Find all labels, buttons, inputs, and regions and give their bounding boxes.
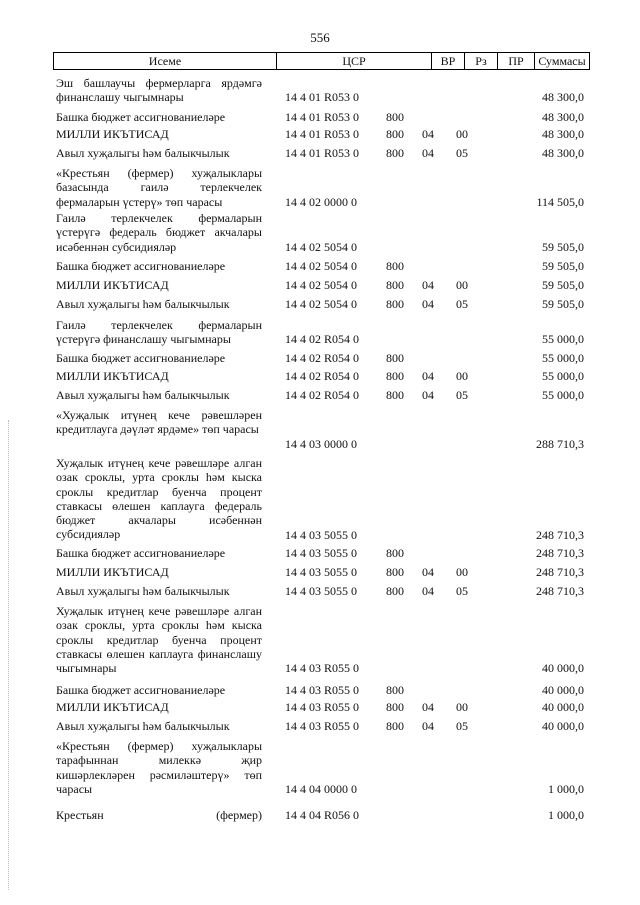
row-csr: 14 4 02 5054 0 — [285, 239, 357, 254]
row-rz: 04 — [422, 565, 434, 579]
row-vr: 800 — [386, 700, 404, 714]
row-vr: 800 — [386, 259, 404, 273]
row-name: Гаилә терлекчелек фермаларын үстерүгә федераль бюджет акчалары исәбеннән субсидияләр — [56, 211, 262, 254]
row-pr: 05 — [456, 584, 468, 598]
row-csr: 14 4 03 5055 0 — [285, 546, 357, 560]
row-pr: 05 — [456, 297, 468, 311]
row-sum: 59 505,0 — [542, 259, 584, 273]
row-csr: 14 4 04 R056 0 — [285, 808, 360, 822]
row-csr: 14 4 02 R054 0 — [285, 332, 360, 347]
row-csr: 14 4 03 0000 0 — [285, 436, 357, 451]
row-csr: 14 4 03 R055 0 — [285, 719, 360, 733]
row-sum: 40 000,0 — [542, 719, 584, 733]
row-sum: 248 710,3 — [536, 527, 584, 542]
row-vr: 800 — [386, 584, 404, 598]
row-sum: 48 300,0 — [542, 146, 584, 160]
row-sum: 248 710,3 — [536, 546, 584, 560]
row-sum: 1 000,0 — [548, 781, 584, 796]
row-sum: 55 000,0 — [542, 388, 584, 402]
row-name: «Крестьян (фермер) хуҗалыклары базасында гаилә терлекчелек фермаларын үстерү» төп чарасы — [56, 166, 262, 209]
row-name: МИЛЛИ ИКЪТИСАД — [56, 565, 169, 579]
header-rz: Рз — [464, 52, 497, 70]
row-name: «Хуҗалык итүнең кече рәвешләрен кредитлауга дәүләт ярдәме» төп чарасы — [56, 408, 262, 437]
row-name: Гаилә терлекчелек фермаларын үстерүгә финанслашу чыгымнары — [56, 318, 262, 347]
row-name: Башка бюджет ассигнованиеләре — [56, 110, 226, 124]
row-sum: 59 505,0 — [542, 297, 584, 311]
row-name: Башка бюджет ассигнованиеләре — [56, 683, 226, 697]
row-pr: 00 — [456, 278, 468, 292]
row-vr: 800 — [386, 146, 404, 160]
row-sum: 248 710,3 — [536, 584, 584, 598]
row-pr: 00 — [456, 369, 468, 383]
row-csr: 14 4 04 0000 0 — [285, 781, 357, 796]
row-csr: 14 4 03 R055 0 — [285, 683, 360, 697]
row-csr: 14 4 02 0000 0 — [285, 194, 357, 209]
row-name: Авыл хуҗалыгы һәм балыкчылык — [56, 584, 230, 598]
row-name: Хуҗалык итүнең кече рәвешләре алган озак сроклы, урта сроклы һәм кыска сроклы кредитлар буенча процент ставкасы өлешен каплауга финанслашу чыгымнары — [56, 604, 262, 676]
row-sum: 40 000,0 — [542, 683, 584, 697]
row-csr: 14 4 01 R053 0 — [285, 110, 360, 124]
row-sum: 55 000,0 — [542, 332, 584, 347]
row-name: МИЛЛИ ИКЪТИСАД — [56, 369, 169, 383]
row-csr: 14 4 03 5055 0 — [285, 565, 357, 579]
row-csr: 14 4 02 R054 0 — [285, 351, 360, 365]
row-csr: 14 4 03 R055 0 — [285, 661, 360, 676]
row-csr: 14 4 01 R053 0 — [285, 90, 360, 105]
row-sum: 59 505,0 — [542, 278, 584, 292]
page-number: 556 — [310, 30, 330, 45]
row-csr: 14 4 01 R053 0 — [285, 146, 360, 160]
row-sum: 59 505,0 — [542, 239, 584, 254]
row-csr: 14 4 01 R053 0 — [285, 127, 360, 141]
header-csr: ЦСР — [276, 52, 431, 70]
header-vr: ВР — [431, 52, 464, 70]
row-rz: 04 — [422, 297, 434, 311]
row-pr: 05 — [456, 719, 468, 733]
row-vr: 800 — [386, 278, 404, 292]
row-csr: 14 4 02 5054 0 — [285, 278, 357, 292]
row-vr: 800 — [386, 369, 404, 383]
row-rz: 04 — [422, 719, 434, 733]
row-vr: 800 — [386, 546, 404, 560]
row-vr: 800 — [386, 565, 404, 579]
row-vr: 800 — [386, 683, 404, 697]
row-pr: 05 — [456, 388, 468, 402]
row-pr: 00 — [456, 700, 468, 714]
page-edge-mark — [8, 420, 9, 890]
row-vr: 800 — [386, 719, 404, 733]
row-name: Башка бюджет ассигнованиеләре — [56, 546, 226, 560]
row-sum: 40 000,0 — [542, 661, 584, 676]
row-sum: 55 000,0 — [542, 369, 584, 383]
row-sum: 40 000,0 — [542, 700, 584, 714]
row-rz: 04 — [422, 700, 434, 714]
row-name: «Крестьян (фермер) хуҗалыклары тарафыннан милеккә җир кишәрлекләрен рәсмиләштерү» төп чарасы — [56, 739, 262, 796]
row-sum: 114 505,0 — [536, 194, 584, 209]
row-sum: 1 000,0 — [548, 808, 584, 822]
row-sum: 248 710,3 — [536, 565, 584, 579]
row-pr: 00 — [456, 127, 468, 141]
row-csr: 14 4 02 5054 0 — [285, 259, 357, 273]
row-rz: 04 — [422, 388, 434, 402]
row-csr: 14 4 03 5055 0 — [285, 584, 357, 598]
row-rz: 04 — [422, 584, 434, 598]
row-name: Авыл хуҗалыгы һәм балыкчылык — [56, 388, 230, 402]
row-csr: 14 4 03 R055 0 — [285, 700, 360, 714]
row-name: Эш башлаучы фермерларга ярдәмгә финанслашу чыгымнары — [56, 76, 262, 105]
row-vr: 800 — [386, 110, 404, 124]
row-sum: 48 300,0 — [542, 127, 584, 141]
row-name: Авыл хуҗалыгы һәм балыкчылык — [56, 719, 230, 733]
row-vr: 800 — [386, 388, 404, 402]
row-rz: 04 — [422, 369, 434, 383]
header-sum: Суммасы — [534, 52, 590, 70]
row-vr: 800 — [386, 297, 404, 311]
row-name: Хуҗалык итүнең кече рәвешләре алган озак сроклы, урта сроклы һәм кыска сроклы кредитлар буенча процент ставкасы өлешен каплауга федераль бюджет акчалары исәбеннән субсидияләр — [56, 456, 262, 542]
row-sum: 48 300,0 — [542, 110, 584, 124]
row-csr: 14 4 03 5055 0 — [285, 527, 357, 542]
row-name: Авыл хуҗалыгы һәм балыкчылык — [56, 146, 230, 160]
row-name: Авыл хуҗалыгы һәм балыкчылык — [56, 297, 230, 311]
row-rz: 04 — [422, 146, 434, 160]
row-name: МИЛЛИ ИКЪТИСАД — [56, 278, 169, 292]
row-pr: 05 — [456, 146, 468, 160]
row-name: Башка бюджет ассигнованиеләре — [56, 259, 226, 273]
row-vr: 800 — [386, 127, 404, 141]
row-sum: 288 710,3 — [536, 436, 584, 451]
row-name: Крестьян (фермер) — [56, 808, 262, 822]
header-name: Исеме — [53, 52, 276, 70]
row-csr: 14 4 02 R054 0 — [285, 388, 360, 402]
row-csr: 14 4 02 5054 0 — [285, 297, 357, 311]
row-name: Башка бюджет ассигнованиеләре — [56, 351, 226, 365]
row-vr: 800 — [386, 351, 404, 365]
row-rz: 04 — [422, 127, 434, 141]
row-name: МИЛЛИ ИКЪТИСАД — [56, 700, 169, 714]
row-rz: 04 — [422, 278, 434, 292]
row-sum: 55 000,0 — [542, 351, 584, 365]
row-name: МИЛЛИ ИКЪТИСАД — [56, 127, 169, 141]
header-pr: ПР — [497, 52, 534, 70]
row-pr: 00 — [456, 565, 468, 579]
row-sum: 48 300,0 — [542, 90, 584, 105]
row-csr: 14 4 02 R054 0 — [285, 369, 360, 383]
